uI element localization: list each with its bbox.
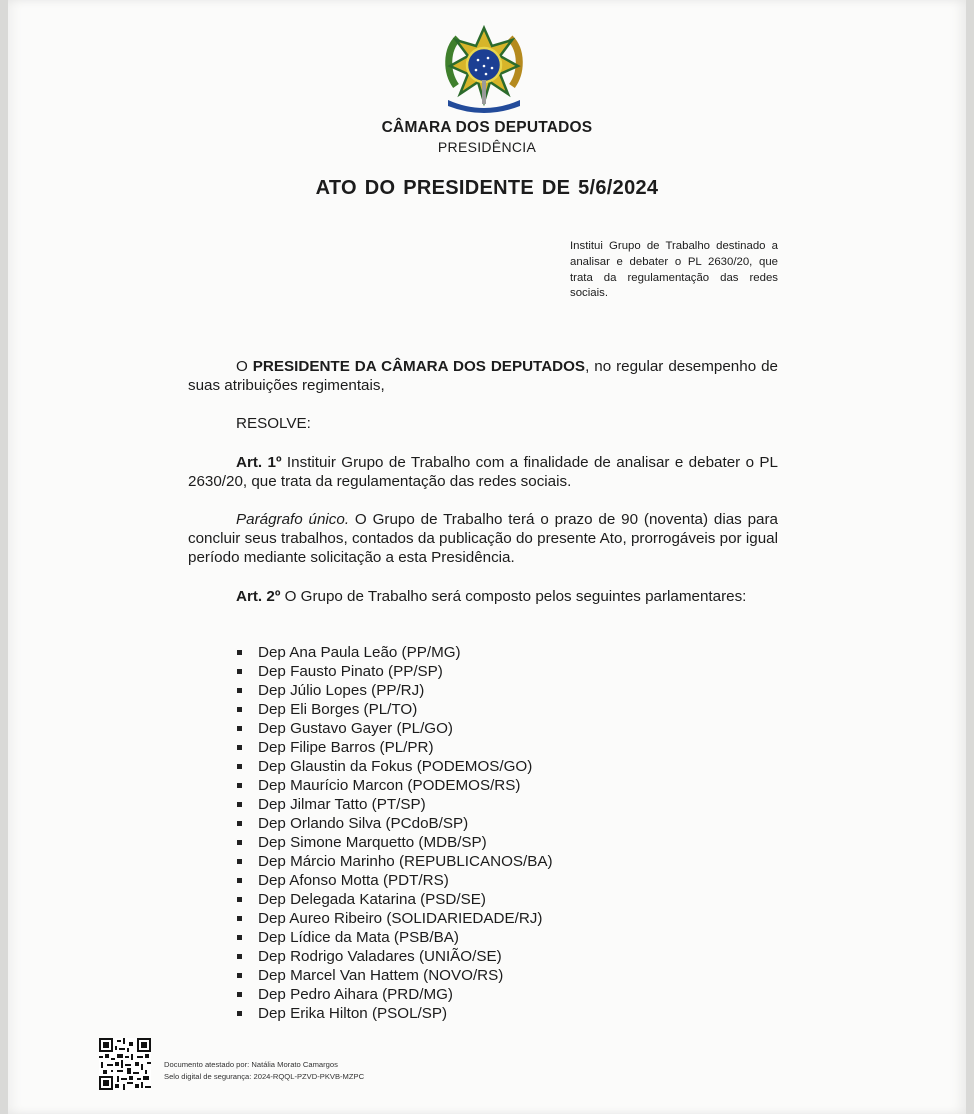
- digital-signature-footer: [164, 1059, 364, 1083]
- article-1: [188, 453, 778, 491]
- list-item: Dep Filipe Barros (PL/PR): [237, 738, 553, 757]
- list-item: Dep Simone Marquetto (MDB/SP): [237, 833, 553, 852]
- list-item: Dep Glaustin da Fokus (PODEMOS/GO): [237, 757, 553, 776]
- sole-paragraph: [188, 510, 778, 568]
- coat-of-arms-emblem: [442, 24, 526, 114]
- list-item: Dep Júlio Lopes (PP/RJ): [237, 681, 553, 700]
- institution-name: CÂMARA DOS DEPUTADOS: [381, 119, 593, 136]
- bullet-icon: [237, 897, 242, 902]
- resolve-text: RESOLVE:: [236, 415, 311, 432]
- sole-paragraph-text: O Grupo de Trabalho terá o prazo de 90 (noventa) dias para concluir seus trabalhos, contados da publicação do presente Ato, prorrogáveis por igual período mediante solicitação a esta Presidência.: [188, 511, 779, 567]
- list-item: Dep Eli Borges (PL/TO): [237, 700, 553, 719]
- article-2-label: Art. 2º: [236, 588, 281, 605]
- preamble-rest: , no regular desempenho de suas atribuições regimentais,: [188, 358, 778, 395]
- preamble-paragraph: [188, 357, 778, 395]
- list-item: Dep Afonso Motta (PDT/RS): [237, 871, 553, 890]
- bullet-icon: [237, 707, 242, 712]
- attested-by: Documento atestado por: Natália Morato Camargos: [164, 1060, 338, 1069]
- department-name: PRESIDÊNCIA: [437, 139, 537, 155]
- bullet-icon: [237, 726, 242, 731]
- sword-and-ribbon: [448, 80, 520, 113]
- list-item: Dep Delegada Katarina (PSD/SE): [237, 890, 553, 909]
- article-2-text: O Grupo de Trabalho será composto pelos seguintes parlamentares:: [280, 588, 747, 605]
- bullet-icon: [237, 802, 242, 807]
- bullet-icon: [237, 935, 242, 940]
- bullet-icon: [237, 973, 242, 978]
- document-page: [8, 0, 966, 1114]
- bullet-icon: [237, 1011, 242, 1016]
- article-1-text: Instituir Grupo de Trabalho com a finalidade de analisar e debater o PL 2630/20, que trata da regulamentação das redes sociais.: [188, 454, 778, 491]
- bullet-icon: [237, 954, 242, 959]
- bullet-icon: [237, 650, 242, 655]
- list-item: Dep Jilmar Tatto (PT/SP): [237, 795, 553, 814]
- list-item: Dep Aureo Ribeiro (SOLIDARIEDADE/RJ): [237, 909, 553, 928]
- list-item: Dep Gustavo Gayer (PL/GO): [237, 719, 553, 738]
- list-item: Dep Fausto Pinato (PP/SP): [237, 662, 553, 681]
- article-1-label: Art. 1º: [236, 454, 282, 471]
- list-item: Dep Rodrigo Valadares (UNIÃO/SE): [237, 947, 553, 966]
- bullet-icon: [237, 821, 242, 826]
- list-item: Dep Erika Hilton (PSOL/SP): [237, 1004, 553, 1023]
- bullet-icon: [237, 916, 242, 921]
- security-seal: Selo digital de segurança: 2024-RQQL-PZVD-PKVB-MZPC: [164, 1072, 365, 1081]
- list-item: Dep Lídice da Mata (PSB/BA): [237, 928, 553, 947]
- bullet-icon: [237, 992, 242, 997]
- bullet-icon: [237, 783, 242, 788]
- list-item: Dep Maurício Marcon (PODEMOS/RS): [237, 776, 553, 795]
- list-item: Dep Marcel Van Hattem (NOVO/RS): [237, 966, 553, 985]
- qr-code-icon: [99, 1038, 151, 1090]
- bullet-icon: [237, 878, 242, 883]
- bullet-icon: [237, 859, 242, 864]
- bullet-icon: [237, 669, 242, 674]
- preamble-subject: PRESIDENTE DA CÂMARA DOS DEPUTADOS: [252, 358, 586, 375]
- sole-paragraph-label: Parágrafo único.: [236, 511, 350, 528]
- member-list: [237, 643, 553, 1023]
- bullet-icon: [237, 745, 242, 750]
- list-item: Dep Pedro Aihara (PRD/MG): [237, 985, 553, 1004]
- list-item: Dep Ana Paula Leão (PP/MG): [237, 643, 553, 662]
- article-2: [188, 587, 778, 606]
- bullet-icon: [237, 688, 242, 693]
- bullet-icon: [237, 764, 242, 769]
- list-item: Dep Orlando Silva (PCdoB/SP): [237, 814, 553, 833]
- ementa-summary: Institui Grupo de Trabalho destinado a analisar e debater o PL 2630/20, que trata da regulamentação das redes sociais.: [570, 240, 778, 300]
- resolve-line: [188, 414, 778, 433]
- document-title: ATO DO PRESIDENTE DE 5/6/2024: [315, 177, 659, 199]
- list-item: Dep Márcio Marinho (REPUBLICANOS/BA): [237, 852, 553, 871]
- preamble-article: O: [236, 358, 248, 375]
- bullet-icon: [237, 840, 242, 845]
